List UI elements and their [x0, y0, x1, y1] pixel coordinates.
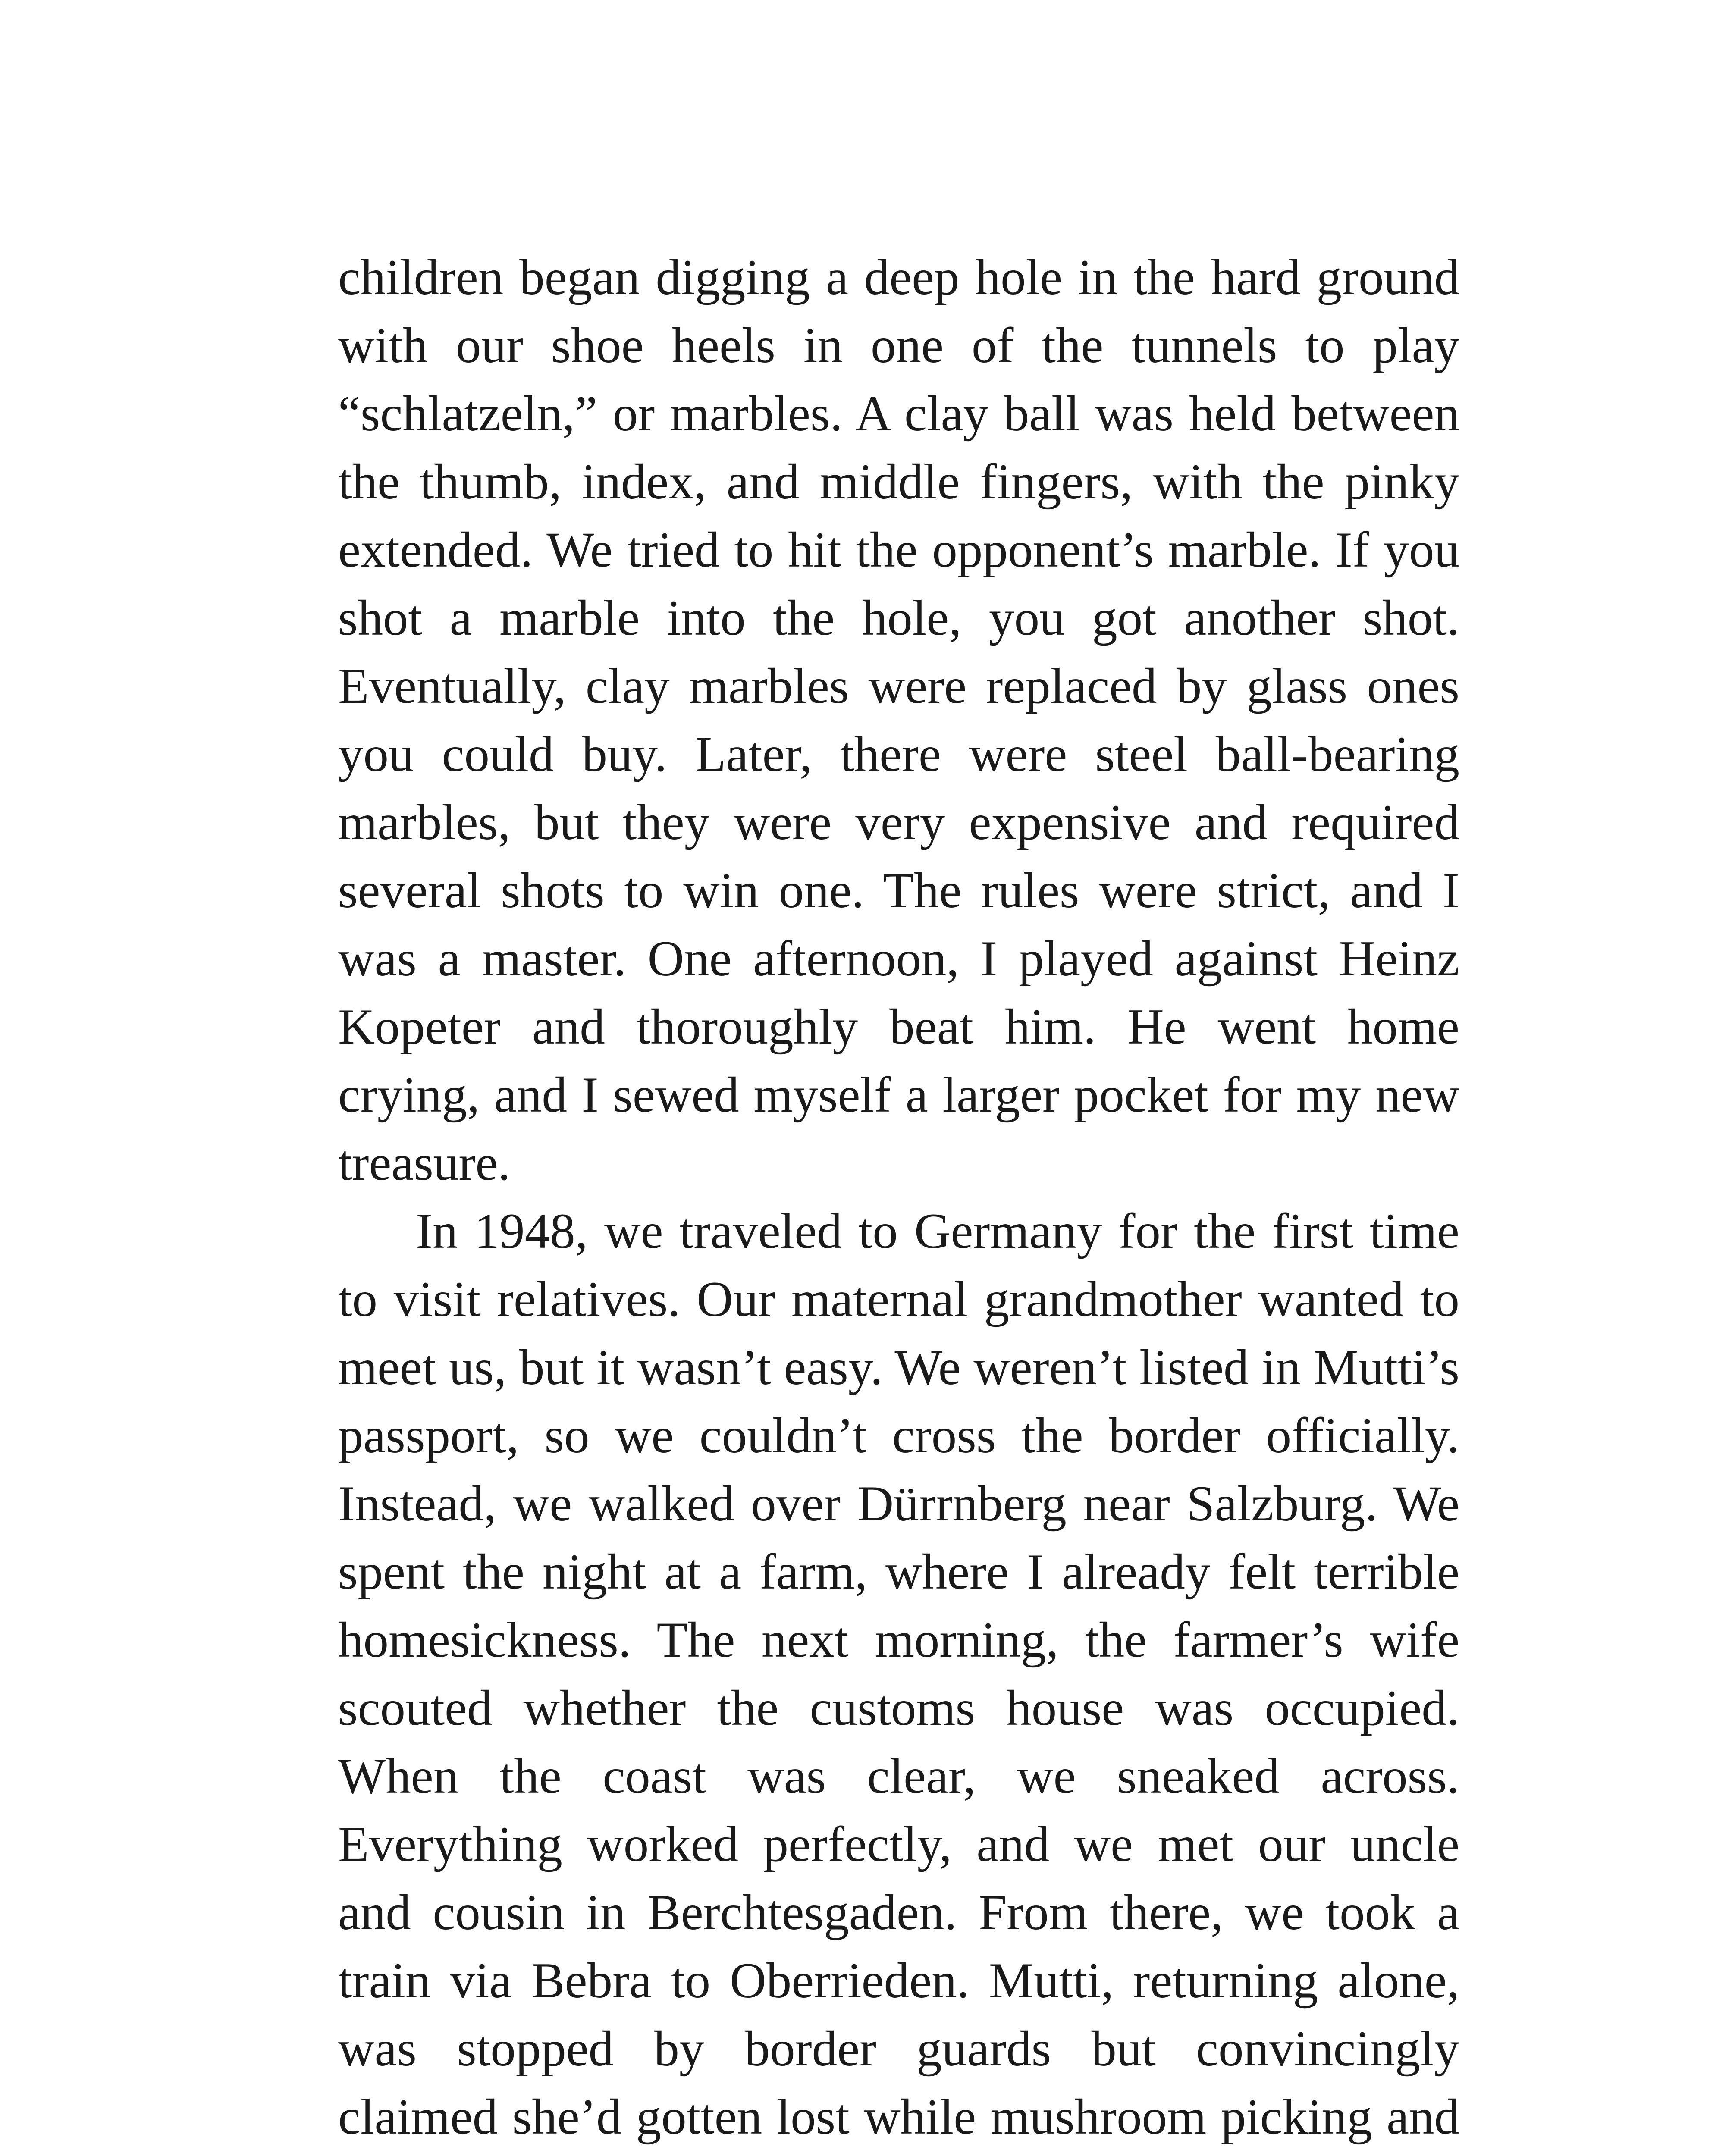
paragraph-1948-trip: In 1948, we traveled to Germany for the first time to visit relatives. Our maternal grandmother wanted to meet us, but it wasn’t easy. We weren’t listed in Mutti’s passport, so we couldn’t cross the border officially. Instead, we walked over Dürrnberg near Salzburg. We spent the night at a farm, where I already felt terrible homesickness. The next morning, the farmer’s wife scouted whether the customs house was occupied. When the coast was clear, we sneaked across. Everything worked perfectly, and we met our uncle and cousin in Berchtesgaden. From there, we took a train via Bebra to Oberrieden. Mutti, returning alone, was stopped by border guards but convincingly claimed she’d gotten lost while mushroom picking and: [338, 1203, 1459, 2145]
body-text: [338, 244, 1459, 2156]
paragraph-continued: children began digging a deep hole in the hard ground with our shoe heels in one of the tunnels to play “schlatzeln,” or marbles. A clay ball was held between the thumb, index, and middle fingers, with the pinky extended. We tried to hit the opponent’s marble. If you shot a marble into the hole, you got another shot. Eventually, clay marbles were replaced by glass ones you could buy. Later, there were steel ball-bearing marbles, but they were very expensive and required several shots to win one. The rules were strict, and I was a master. One afternoon, I played against Heinz Kopeter and thoroughly beat him. He went home crying, and I sewed myself a larger pocket for my new treasure.: [338, 250, 1459, 1191]
